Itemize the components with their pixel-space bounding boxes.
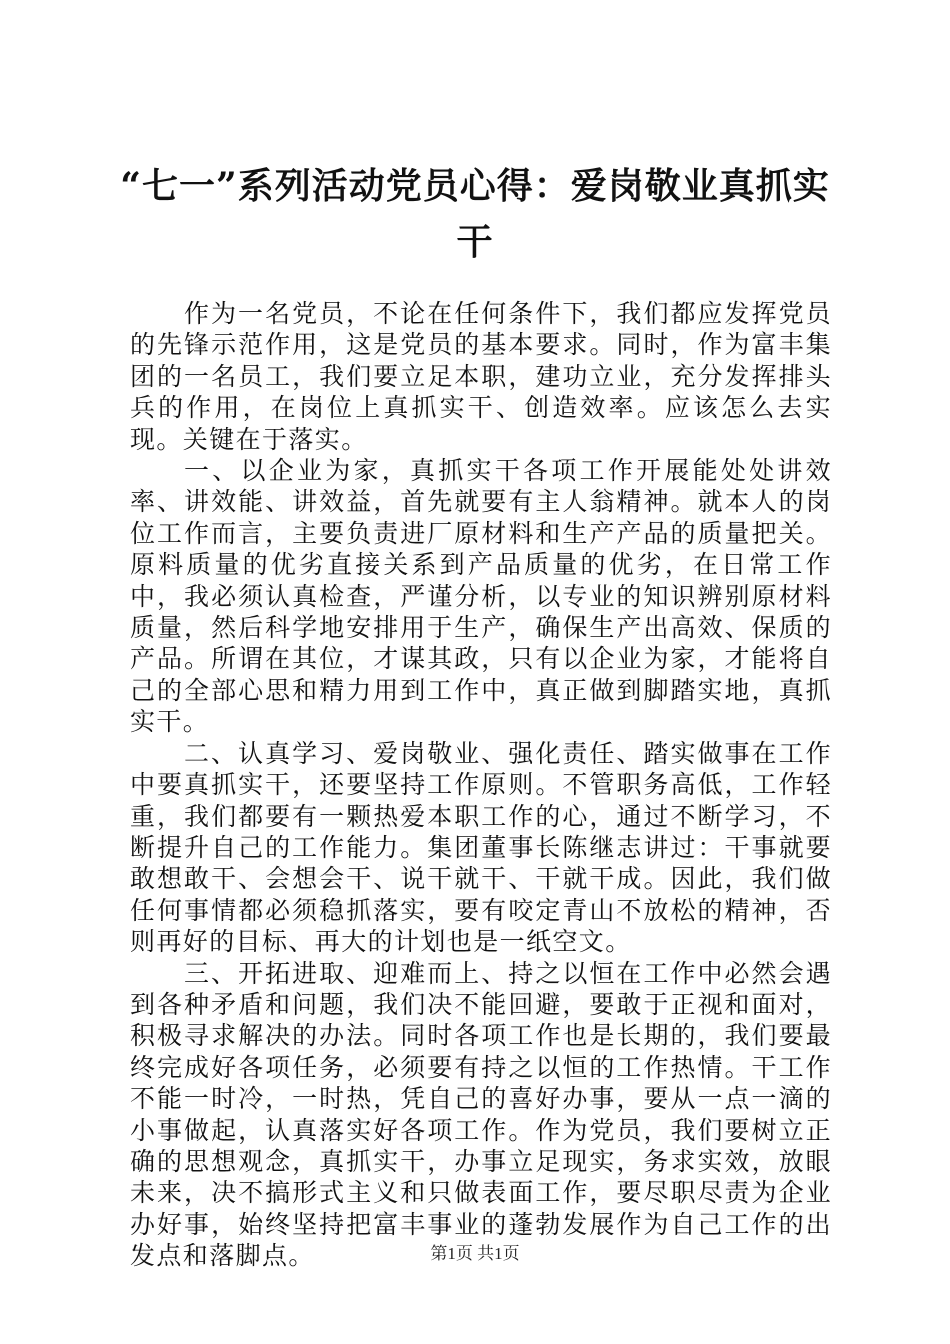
paragraph-intro: 作为一名党员，不论在任何条件下，我们都应发挥党员的先锋示范作用，这是党员的基本要求。同时，作为富丰集团的一名员工，我们要立足本职，建功立业，充分发挥排头兵的作用，在岗位上真抓实干、创造效率。应该怎么去实现。关键在于落实。 [130, 299, 832, 454]
paragraph-section-3: 三、开拓进取、迎难而上、持之以恒在工作中必然会遇到各种矛盾和问题，我们决不能回避，要敢于正视和面对，积极寻求解决的办法。同时各项工作也是长期的，我们要最终完成好各项任务，必须要有持之以恒的工作热情。干工作不能一时冷，一时热，凭自己的喜好办事，要从一点一滴的小事做起，认真落实好各项工作。作为党员，我们要树立正确的思想观念，真抓实干，办事立足现实，务求实效，放眼未来，决不搞形式主义和只做表面工作，要尽职尽责为企业办好事，始终坚持把富丰事业的蓬勃发展作为自己工作的出发点和落脚点。 [130, 958, 832, 1271]
title-line-2: 干 [456, 221, 494, 263]
page-number: 第1页 共1页 [430, 1244, 520, 1263]
document-title [110, 158, 840, 270]
paragraph-section-2: 二、认真学习、爱岗敬业、强化责任、踏实做事在工作中要真抓实干，还要坚持工作原则。不管职务高低，工作轻重，我们都要有一颗热爱本职工作的心，通过不断学习，不断提升自己的工作能力。集团董事长陈继志讲过：干事就要敢想敢干、会想会干、说干就干、干就干成。因此，我们做任何事情都必须稳抓落实，要有咬定青山不放松的精神，否则再好的目标、再大的计划也是一纸空文。 [130, 738, 832, 957]
page-footer [0, 1243, 950, 1265]
title-line-1: “七一”系列活动党员心得：爱岗敬业真抓实 [120, 165, 830, 207]
document-body [130, 298, 832, 1272]
paragraph-section-1: 一、以企业为家，真抓实干各项工作开展能处处讲效率、讲效能、讲效益，首先就要有主人翁精神。就本人的岗位工作而言，主要负责进厂原材料和生产产品的质量把关。原料质量的优劣直接关系到产品质量的优劣，在日常工作中，我必须认真检查，严谨分析，以专业的知识辨别原材料质量，然后科学地安排用于生产，确保生产出高效、保质的产品。所谓在其位，才谋其政，只有以企业为家，才能将自己的全部心思和精力用到工作中，真正做到脚踏实地，真抓实干。 [130, 456, 832, 737]
